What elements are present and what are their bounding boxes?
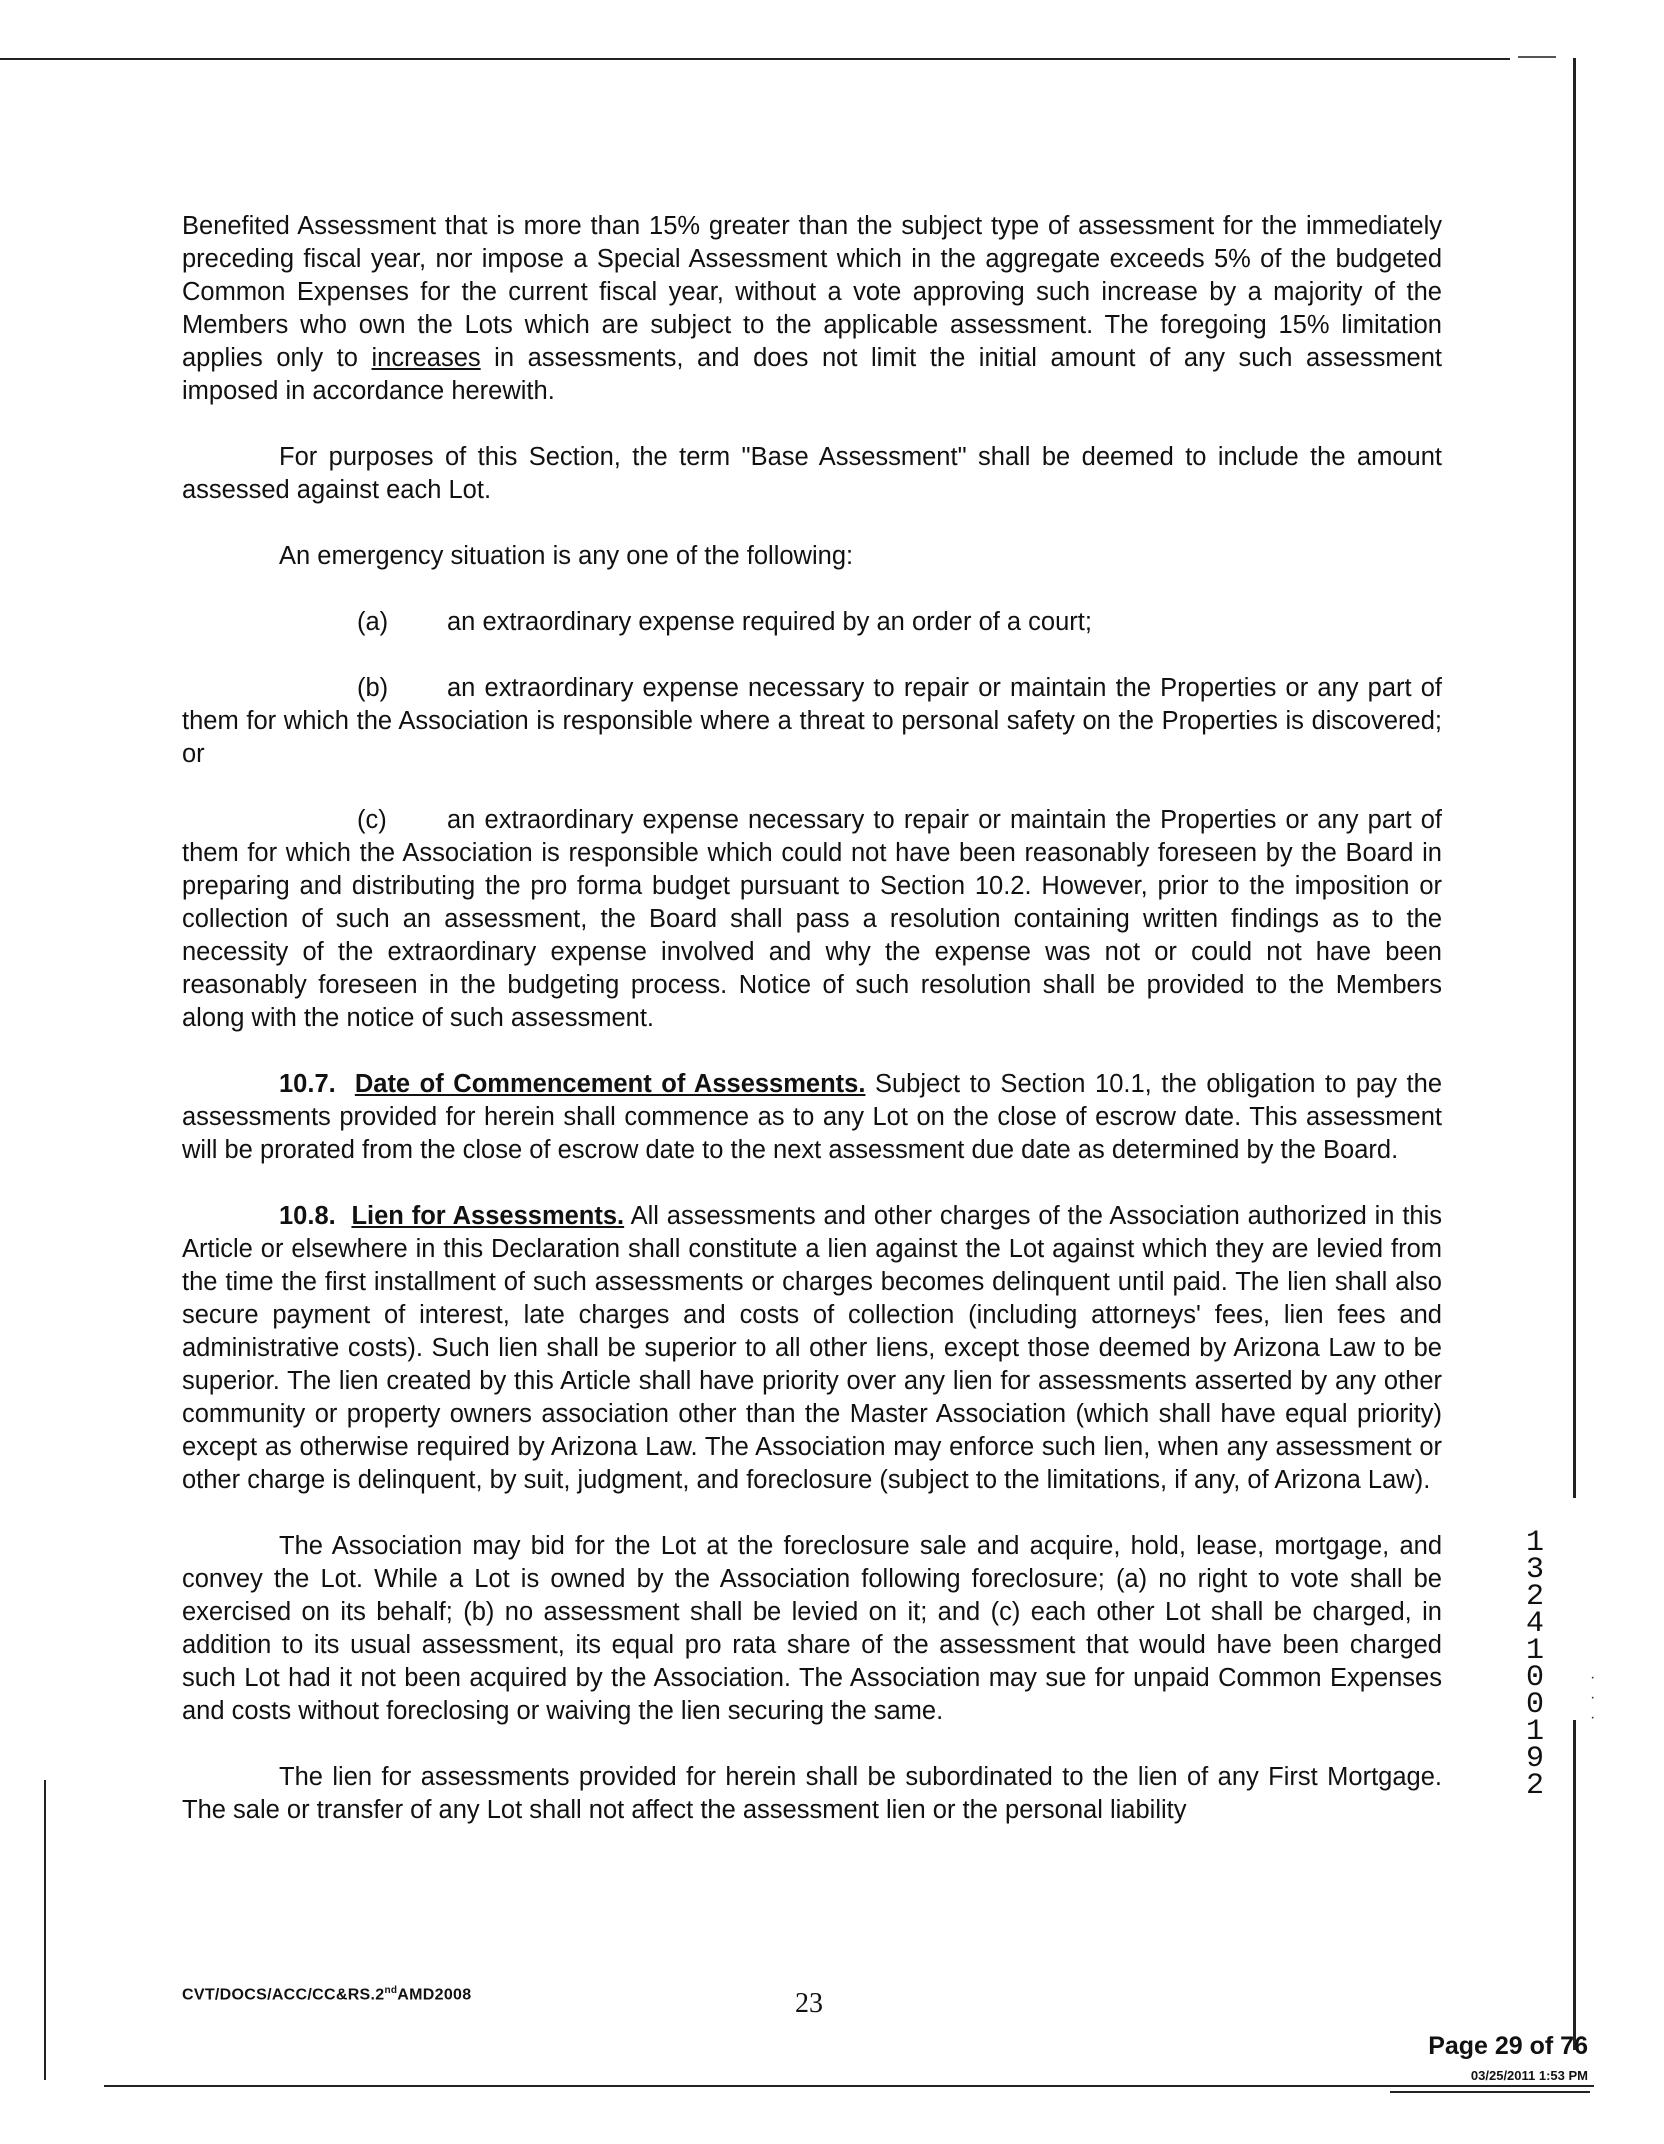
list-item-a [182,606,1442,639]
recording-digit: 4 [1525,1607,1544,1641]
right-border-line-lower [1573,1720,1576,2050]
section-10-8-number: 10.8. [279,1202,336,1230]
recording-digit: 2 [1525,1580,1544,1614]
section-10-7-text: Subject to Section 10.1, the obligation to pay the assessments provided for herein shall commence as to any Lot on the close of escrow date. This assessment will be prorated from the close of escrow date to the next assessment due date as determined by the Board. [182,1070,1442,1164]
top-border-line [0,58,1510,60]
recording-digit: 1 [1525,1715,1544,1749]
recording-number-vertical [1520,1526,1550,1803]
p1-underlined-word: increases [371,344,481,372]
page-number: 23 [795,1988,823,2019]
page-of-total: Page 29 of 76 [1428,2032,1588,2060]
section-10-8-title: Lien for Assessments. [351,1202,625,1230]
footer-document-path [182,1985,471,2004]
paragraph-benefited-assessment [182,210,1442,408]
list-text-a: an extraordinary expense required by an order of a court; [447,608,1092,636]
recording-digit: 0 [1525,1688,1544,1722]
list-text-c: an extraordinary expense necessary to repair or maintain the Properties or any part of them for which the Association is responsible which could not have been reasonably foreseen by the Board in preparing and distributing the pro forma budget pursuant to Section 10.2. However, prior to the imposition or collection of such an assessment, the Board shall pass a resolution containing written findings as to the necessity of the extraordinary expense involved and why the expense was not or could not have been reasonably foreseen in the budgeting process. Notice of such resolution shall be provided to the Members along with the notice of such assessment. [182,806,1442,1032]
section-10-7 [182,1068,1442,1167]
list-item-c [182,804,1442,1035]
list-label-c: (c) [357,806,387,834]
section-10-7-title: Date of Commencement of Assessments. [354,1070,866,1098]
scan-artifact-dots: · · · [1590,1669,1596,1726]
list-label-b: (b) [357,674,389,702]
section-10-7-number: 10.7. [279,1070,336,1098]
footer-doc-superscript: nd [384,1985,398,1996]
page-of-underline [1390,2091,1590,2093]
recording-digit: 3 [1525,1553,1544,1587]
left-border-line [44,1780,46,2080]
top-border-dash [1518,56,1556,58]
footer-doc-prefix: CVT/DOCS/ACC/CC&RS.2 [182,1986,385,2004]
paragraph-emergency-intro: An emergency situation is any one of the following: [279,542,854,570]
document-body [182,210,1442,1827]
recording-digit: 0 [1525,1661,1544,1695]
paragraph-lien-subordination: The lien for assessments provided for herein shall be subordinated to the lien of any First Mortgage. The sale or transfer of any Lot shall not affect the assessment lien or the personal liability [182,1763,1442,1824]
list-text-b: an extraordinary expense necessary to repair or maintain the Properties or any part of them for which the Association is responsible where a threat to personal safety on the Properties is discovered; or [182,674,1442,768]
p1-text-a: Benefited Assessment that is more than 15% greater than the subject type of assessment for the immediately preceding fiscal year, nor impose a Special Assessment which in the aggregate exceeds 5% of the budgeted Common Expenses for the current fiscal year, without a vote approving such increase by a majority of the Members who own the Lots which are subject to the applicable assessment. The foregoing 15% limitation applies only to [182,212,1442,372]
recording-digit: 1 [1525,1634,1544,1668]
p1-text-b: in assessments, and does not limit the initial amount of any such assessment imposed in accordance herewith. [182,344,1443,405]
section-10-8-text: All assessments and other charges of the Association authorized in this Article or elsewhere in this Declaration shall constitute a lien against the Lot against which they are levied from the time the first installment of such assessments or charges becomes delinquent until paid. The lien shall also secure payment of interest, late charges and costs of collection (including attorneys' fees, lien fees and administrative costs). Such lien shall be superior to all other liens, except those deemed by Arizona Law to be superior. The lien created by this Article shall have priority over any lien for assessments asserted by any other community or property owners association other than the Master Association (which shall have equal priority) except as otherwise required by Arizona Law. The Association may enforce such lien, when any assessment or other charge is delinquent, by suit, judgment, and foreclosure (subject to the limitations, if any, of Arizona Law). [182,1202,1442,1494]
list-item-b [182,672,1442,771]
section-10-8 [182,1200,1442,1497]
recording-digit: 2 [1525,1769,1544,1803]
recording-digit: 1 [1525,1526,1544,1560]
bottom-border-line [104,2085,1594,2087]
list-label-a: (a) [357,608,389,636]
print-timestamp: 03/25/2011 1:53 PM [1470,2068,1588,2083]
footer-doc-suffix: AMD2008 [397,1986,472,2004]
right-border-line [1573,58,1576,1498]
recording-digit: 9 [1525,1742,1544,1776]
paragraph-foreclosure-bid: The Association may bid for the Lot at the foreclosure sale and acquire, hold, lease, mortgage, and convey the Lot. While a Lot is owned by the Association following foreclosure; (a) no right to vote shall be exercised on its behalf; (b) no assessment shall be levied on it; and (c) each other Lot shall be charged, in addition to its usual assessment, its equal pro rata share of the assessment that would have been charged such Lot had it not been acquired by the Association. The Association may sue for unpaid Common Expenses and costs without foreclosing or waiving the lien securing the same. [182,1532,1442,1725]
paragraph-base-assessment: For purposes of this Section, the term "Base Assessment" shall be deemed to include the amount assessed against each Lot. [182,443,1442,504]
